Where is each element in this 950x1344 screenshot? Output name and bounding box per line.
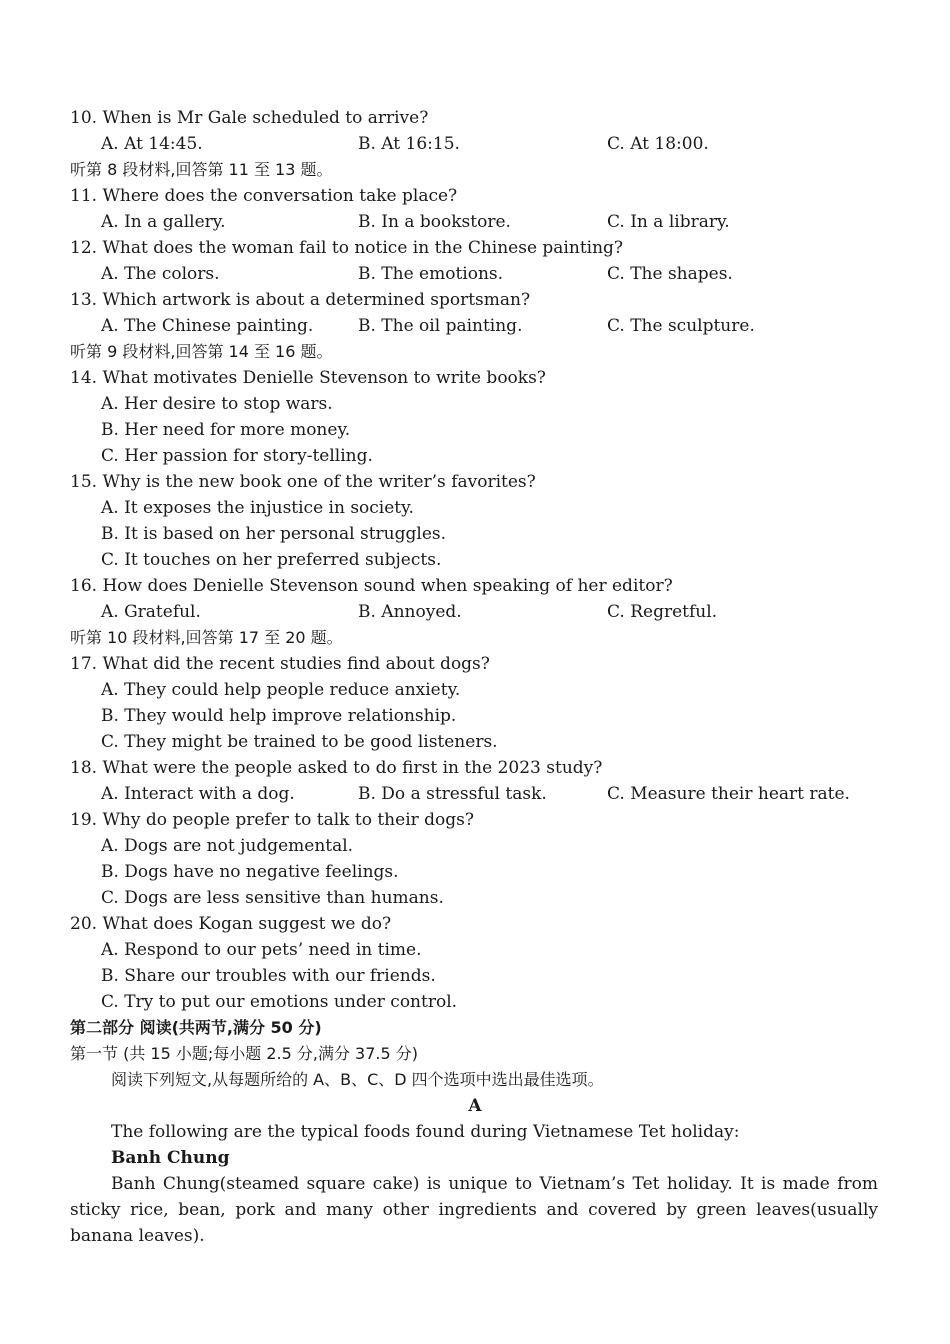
option-17a: A. They could help people reduce anxiety. — [101, 680, 461, 700]
question-16: 16. How does Denielle Stevenson sound when speaking of her editor? — [70, 576, 673, 596]
question-20: 20. What does Kogan suggest we do? — [70, 914, 392, 934]
option-a: A. The Chinese painting. — [101, 316, 314, 336]
option-b: B. The emotions. — [358, 264, 504, 284]
question-14: 14. What motivates Denielle Stevenson to write books? — [70, 368, 546, 388]
option-b: B. At 16:15. — [358, 134, 460, 154]
section-9-instruction: 听第 9 段材料,回答第 14 至 16 题。 — [70, 342, 333, 361]
passage-intro: The following are the typical foods found during Vietnamese Tet holiday: — [111, 1122, 740, 1142]
option-17c: C. They might be trained to be good listeners. — [101, 732, 498, 752]
question-18: 18. What were the people asked to do first in the 2023 study? — [70, 758, 603, 778]
option-14a: A. Her desire to stop wars. — [101, 394, 333, 414]
question-11: 11. Where does the conversation take place? — [70, 186, 458, 206]
option-b: B. In a bookstore. — [358, 212, 511, 232]
food-heading: Banh Chung — [111, 1148, 230, 1168]
question-10: 10. When is Mr Gale scheduled to arrive? — [70, 108, 429, 128]
option-c: C. The sculpture. — [607, 316, 755, 336]
option-c: C. At 18:00. — [607, 134, 709, 154]
question-19: 19. Why do people prefer to talk to their dogs? — [70, 810, 474, 830]
option-a: A. Interact with a dog. — [101, 784, 295, 804]
question-17: 17. What did the recent studies find about dogs? — [70, 654, 490, 674]
option-19c: C. Dogs are less sensitive than humans. — [101, 888, 444, 908]
options-10 — [101, 131, 890, 157]
food-paragraph-text: Banh Chung(steamed square cake) is unique to Vietnam’s Tet holiday. It is made from sticky rice, bean, pork and many other ingredients and covered by green leaves(usually banana leaves). — [70, 1174, 878, 1246]
question-15: 15. Why is the new book one of the writer’s favorites? — [70, 472, 536, 492]
option-b: B. The oil painting. — [358, 316, 523, 336]
passage-label: A — [468, 1096, 482, 1116]
option-c: C. The shapes. — [607, 264, 733, 284]
options-16 — [101, 599, 890, 625]
option-15b: B. It is based on her personal struggles. — [101, 524, 447, 544]
question-13: 13. Which artwork is about a determined sportsman? — [70, 290, 531, 310]
option-b: B. Do a stressful task. — [358, 784, 547, 804]
reading-instruction: 阅读下列短文,从每题所给的 A、B、C、D 四个选项中选出最佳选项。 — [111, 1070, 604, 1089]
option-20a: A. Respond to our pets’ need in time. — [101, 940, 422, 960]
options-18 — [101, 781, 890, 807]
option-c: C. In a library. — [607, 212, 730, 232]
option-19b: B. Dogs have no negative feelings. — [101, 862, 399, 882]
option-a: A. At 14:45. — [101, 134, 203, 154]
option-c: C. Measure their heart rate. — [607, 784, 850, 804]
option-14b: B. Her need for more money. — [101, 420, 351, 440]
options-11 — [101, 209, 890, 235]
option-a: A. Grateful. — [101, 602, 201, 622]
option-17b: B. They would help improve relationship. — [101, 706, 457, 726]
option-15c: C. It touches on her preferred subjects. — [101, 550, 442, 570]
section-8-instruction: 听第 8 段材料,回答第 11 至 13 题。 — [70, 160, 333, 179]
option-a: A. In a gallery. — [101, 212, 226, 232]
options-13 — [101, 313, 890, 339]
option-15a: A. It exposes the injustice in society. — [101, 498, 414, 518]
food-paragraph — [70, 1171, 878, 1249]
option-b: B. Annoyed. — [358, 602, 462, 622]
option-20c: C. Try to put our emotions under control. — [101, 992, 458, 1012]
question-12: 12. What does the woman fail to notice in the Chinese painting? — [70, 238, 624, 258]
section-10-instruction: 听第 10 段材料,回答第 17 至 20 题。 — [70, 628, 343, 647]
option-20b: B. Share our troubles with our friends. — [101, 966, 436, 986]
section-one-heading: 第一节 (共 15 小题;每小题 2.5 分,满分 37.5 分) — [70, 1044, 418, 1063]
options-12 — [101, 261, 890, 287]
option-c: C. Regretful. — [607, 602, 718, 622]
part-two-heading: 第二部分 阅读(共两节,满分 50 分) — [70, 1018, 322, 1037]
option-19a: A. Dogs are not judgemental. — [101, 836, 354, 856]
option-14c: C. Her passion for story-telling. — [101, 446, 373, 466]
option-a: A. The colors. — [101, 264, 220, 284]
